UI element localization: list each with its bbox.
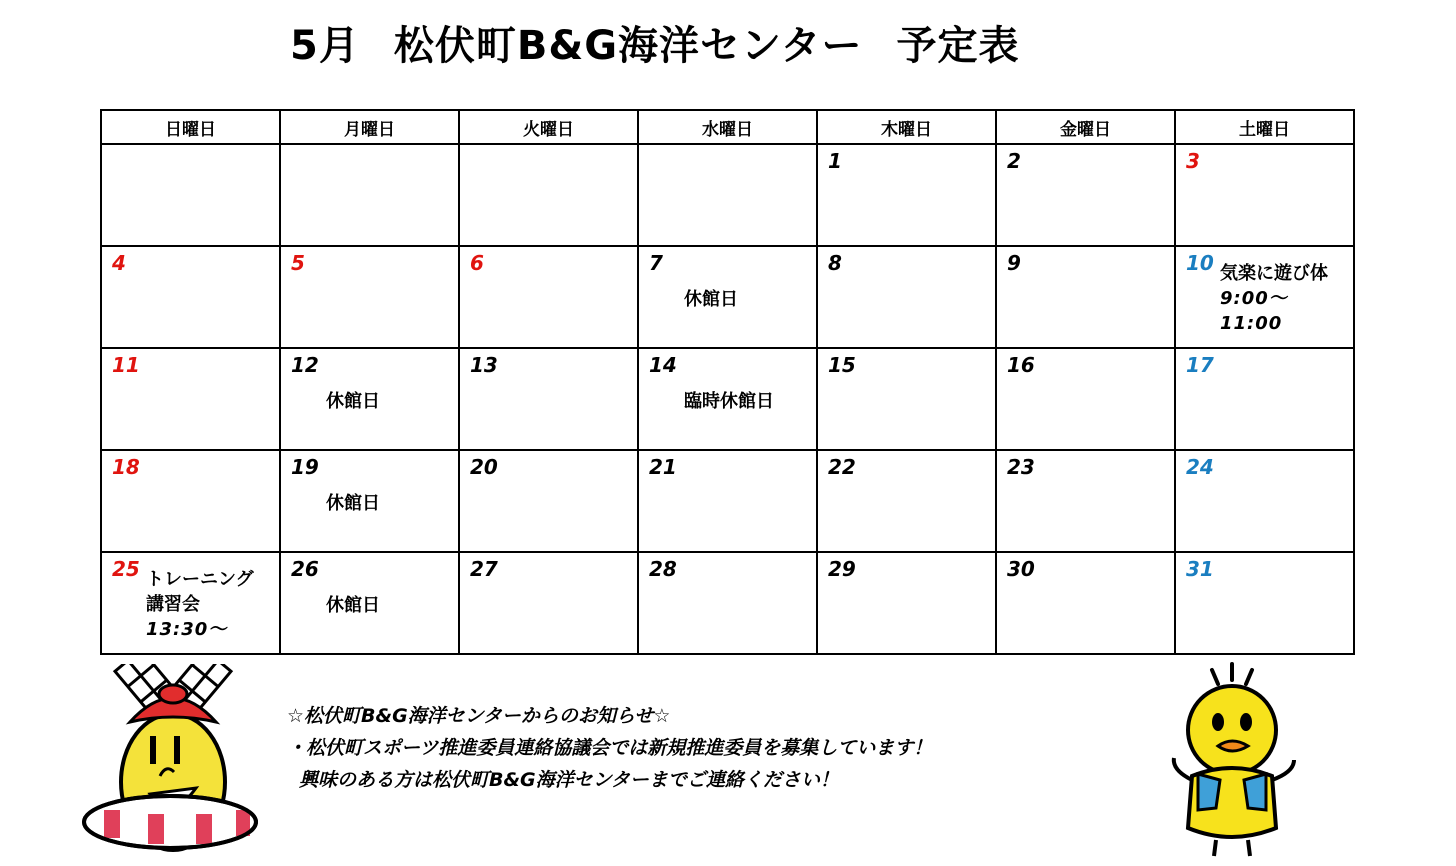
day-number: 1 xyxy=(828,149,842,173)
weekday-sun: 日曜日 xyxy=(101,110,280,144)
day-cell xyxy=(638,246,817,348)
day-cell xyxy=(996,450,1175,552)
weekday-header-row xyxy=(101,110,1354,144)
day-number: 4 xyxy=(112,251,126,275)
event-day10-name: 気楽に遊び体 xyxy=(1220,263,1328,284)
day-cell xyxy=(459,552,638,654)
day-cell xyxy=(101,246,280,348)
day-number: 7 xyxy=(649,251,663,275)
day-number: 22 xyxy=(828,455,856,479)
day-cell xyxy=(280,246,459,348)
day-cell xyxy=(280,450,459,552)
day-number: 10 xyxy=(1186,251,1214,275)
day-number: 17 xyxy=(1186,353,1214,377)
day-number: 23 xyxy=(1007,455,1035,479)
notice-block xyxy=(287,700,932,796)
day-number: 8 xyxy=(828,251,842,275)
week-row xyxy=(101,450,1354,552)
day-cell xyxy=(1175,246,1354,348)
title-suffix: 予定表 xyxy=(896,23,1020,69)
day-event: 臨時休館日 xyxy=(684,391,774,412)
day-number: 31 xyxy=(1186,557,1214,581)
event-day25-time: 13:30～ xyxy=(146,619,228,640)
day-number: 3 xyxy=(1186,149,1200,173)
day-cell xyxy=(459,246,638,348)
day-number: 24 xyxy=(1186,455,1214,479)
day-cell xyxy=(280,348,459,450)
day-number: 27 xyxy=(470,557,498,581)
day-number: 5 xyxy=(291,251,305,275)
notice-line1: ・松伏町スポーツ推進委員連絡協議会では新規推進委員を募集しています！ xyxy=(287,737,933,759)
day-cell xyxy=(996,552,1175,654)
day-cell xyxy=(280,552,459,654)
event-day25-name2: 講習会 xyxy=(146,594,200,615)
day-cell xyxy=(638,552,817,654)
event-day25-name1: トレーニング xyxy=(146,569,254,590)
day-event: 休館日 xyxy=(326,595,380,616)
day-cell xyxy=(638,348,817,450)
day-number: 25 xyxy=(112,557,140,581)
day-number: 6 xyxy=(470,251,484,275)
week-row xyxy=(101,348,1354,450)
day-cell xyxy=(1175,144,1354,246)
day-cell xyxy=(101,450,280,552)
day-cell xyxy=(101,348,280,450)
day-number: 21 xyxy=(649,455,677,479)
day-number: 18 xyxy=(112,455,140,479)
weekday-fri: 金曜日 xyxy=(996,110,1175,144)
day-number: 9 xyxy=(1007,251,1021,275)
day-cell xyxy=(459,348,638,450)
day-event: 休館日 xyxy=(326,391,380,412)
day-number: 14 xyxy=(649,353,677,377)
event-day10 xyxy=(1220,261,1328,336)
day-number: 11 xyxy=(112,353,140,377)
day-cell xyxy=(996,348,1175,450)
day-number: 19 xyxy=(291,455,319,479)
day-number: 20 xyxy=(470,455,498,479)
day-cell xyxy=(1175,450,1354,552)
day-cell xyxy=(101,144,280,246)
notice-heading: ☆松伏町B&G海洋センターからのお知らせ☆ xyxy=(287,705,671,727)
chick-mascot-icon xyxy=(1168,660,1304,860)
event-day10-time1: 9:00～ xyxy=(1220,288,1288,309)
week-row xyxy=(101,144,1354,246)
calendar-table xyxy=(100,109,1355,655)
notice-line2: 興味のある方は松伏町B&G海洋センターまでご連絡ください！ xyxy=(299,769,839,791)
day-cell xyxy=(996,144,1175,246)
day-cell xyxy=(459,450,638,552)
day-number: 13 xyxy=(470,353,498,377)
day-number: 29 xyxy=(828,557,856,581)
day-number: 16 xyxy=(1007,353,1035,377)
event-day25 xyxy=(146,567,254,642)
day-cell xyxy=(817,144,996,246)
title-center: 松伏町B&G海洋センター xyxy=(393,23,863,69)
day-cell xyxy=(817,246,996,348)
day-number: 28 xyxy=(649,557,677,581)
day-cell xyxy=(996,246,1175,348)
day-cell xyxy=(817,450,996,552)
day-cell xyxy=(280,144,459,246)
weekday-tue: 火曜日 xyxy=(459,110,638,144)
day-number: 12 xyxy=(291,353,319,377)
day-cell xyxy=(817,348,996,450)
day-number: 15 xyxy=(828,353,856,377)
day-cell xyxy=(638,144,817,246)
day-number: 30 xyxy=(1007,557,1035,581)
page-title xyxy=(290,14,1050,74)
week-row xyxy=(101,246,1354,348)
day-number: 26 xyxy=(291,557,319,581)
day-cell xyxy=(638,450,817,552)
day-cell xyxy=(459,144,638,246)
weekday-mon: 月曜日 xyxy=(280,110,459,144)
day-cell xyxy=(101,552,280,654)
windmill-mascot-icon xyxy=(78,664,268,860)
event-day10-time2: 11:00 xyxy=(1220,313,1283,334)
day-number: 2 xyxy=(1007,149,1021,173)
week-row xyxy=(101,552,1354,654)
weekday-wed: 水曜日 xyxy=(638,110,817,144)
day-event: 休館日 xyxy=(684,289,738,310)
day-event: 休館日 xyxy=(326,493,380,514)
day-cell xyxy=(1175,552,1354,654)
title-month: 5月 xyxy=(290,23,360,69)
weekday-thu: 木曜日 xyxy=(817,110,996,144)
weekday-sat: 土曜日 xyxy=(1175,110,1354,144)
day-cell xyxy=(817,552,996,654)
day-cell xyxy=(1175,348,1354,450)
